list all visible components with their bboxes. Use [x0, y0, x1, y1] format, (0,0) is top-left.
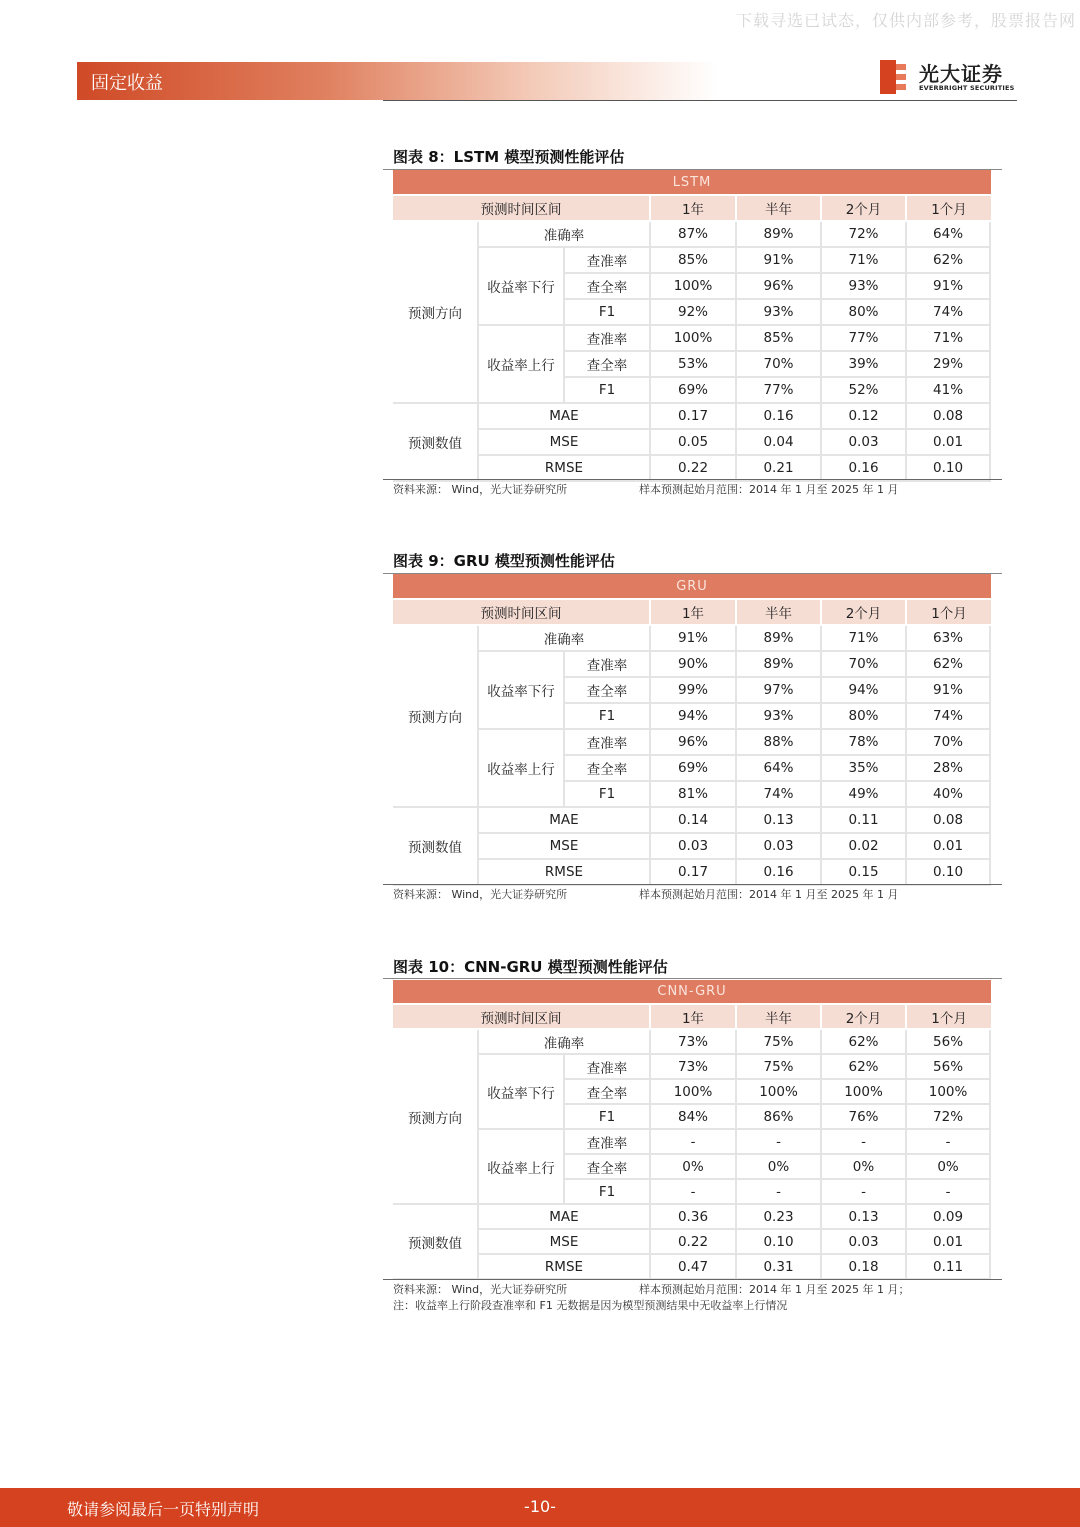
metric-label-precision: 查准率 — [565, 1055, 651, 1080]
column-header: 1年 — [651, 1005, 737, 1030]
metric-value: 85% — [737, 326, 822, 352]
metric-label-recall: 查全率 — [565, 1080, 651, 1105]
metric-value: 88% — [737, 730, 822, 756]
metric-value: 0.14 — [651, 808, 737, 834]
metric-value: 77% — [822, 326, 907, 352]
metric-value: 52% — [822, 378, 907, 404]
metric-value: 40% — [907, 782, 991, 808]
metric-label-mae: MAE — [479, 1205, 651, 1230]
table-row — [393, 626, 991, 652]
metric-value: 0.10 — [907, 456, 991, 482]
table-row — [393, 730, 991, 756]
metric-value: 73% — [651, 1030, 737, 1055]
performance-table — [393, 170, 991, 482]
metric-value: 73% — [651, 1055, 737, 1080]
metric-value: 93% — [737, 704, 822, 730]
subgroup-label-up: 收益率上行 — [479, 730, 565, 808]
metric-value: 0.17 — [651, 404, 737, 430]
metric-value: - — [822, 1130, 907, 1155]
metric-value: - — [651, 1180, 737, 1205]
metric-value: 0.31 — [737, 1255, 822, 1280]
metric-value: 0.36 — [651, 1205, 737, 1230]
metric-value: 0.12 — [822, 404, 907, 430]
metric-value: 100% — [822, 1080, 907, 1105]
metric-label-recall: 查全率 — [565, 756, 651, 782]
section-title: 固定收益 — [91, 73, 163, 94]
metric-value: 62% — [822, 1055, 907, 1080]
metric-label-accuracy: 准确率 — [479, 1030, 651, 1055]
metric-value: 29% — [907, 352, 991, 378]
logo-chinese-name: 光大证券 — [919, 62, 1003, 86]
metric-label-mse: MSE — [479, 834, 651, 860]
metric-value: 0.03 — [737, 834, 822, 860]
metric-value: 76% — [822, 1105, 907, 1130]
metric-value: 74% — [907, 300, 991, 326]
metric-value: - — [737, 1130, 822, 1155]
metric-value: 85% — [651, 248, 737, 274]
metric-value: 0.10 — [737, 1230, 822, 1255]
column-header: 2个月 — [822, 600, 907, 626]
subgroup-label-up: 收益率上行 — [479, 326, 565, 404]
metric-value: 70% — [822, 652, 907, 678]
column-header: 半年 — [737, 196, 822, 222]
metric-label-mae: MAE — [479, 404, 651, 430]
metric-value: 75% — [737, 1055, 822, 1080]
subgroup-label-down: 收益率下行 — [479, 1055, 565, 1130]
metric-label-precision: 查准率 — [565, 326, 651, 352]
metric-label-accuracy: 准确率 — [479, 626, 651, 652]
table-bottom-rule — [383, 1279, 1002, 1280]
metric-value: 0.11 — [822, 808, 907, 834]
metric-label-mse: MSE — [479, 430, 651, 456]
column-header: 1个月 — [907, 1005, 991, 1030]
metric-value: 72% — [822, 222, 907, 248]
metric-value: 69% — [651, 756, 737, 782]
metric-value: 86% — [737, 1105, 822, 1130]
metric-label-precision: 查准率 — [565, 1130, 651, 1155]
metric-label-rmse: RMSE — [479, 860, 651, 886]
table-row — [393, 574, 991, 600]
group-label-value: 预测数值 — [393, 404, 479, 482]
metric-value: 0.10 — [907, 860, 991, 886]
logo-mark-icon — [878, 58, 908, 96]
metric-label-f1: F1 — [565, 1105, 651, 1130]
metric-value: 0.22 — [651, 1230, 737, 1255]
metric-value: 74% — [907, 704, 991, 730]
table-row — [393, 170, 991, 196]
metric-value: 0% — [651, 1155, 737, 1180]
company-logo — [878, 58, 1018, 98]
footer-bar — [0, 1488, 1080, 1527]
metric-value: 87% — [651, 222, 737, 248]
metric-value: 0.13 — [822, 1205, 907, 1230]
table-row — [393, 1205, 991, 1230]
metric-value: 0.01 — [907, 1230, 991, 1255]
metric-value: 0% — [907, 1155, 991, 1180]
metric-value: 71% — [822, 248, 907, 274]
table-row — [393, 1230, 991, 1255]
column-header-period: 预测时间区间 — [393, 1005, 651, 1030]
logo-english-name: EVERBRIGHT SECURITIES — [919, 84, 1015, 92]
table-row — [393, 860, 991, 886]
column-header: 1个月 — [907, 196, 991, 222]
metric-value: 53% — [651, 352, 737, 378]
metric-value: 90% — [651, 652, 737, 678]
table-row — [393, 1005, 991, 1030]
metric-value: 0.09 — [907, 1205, 991, 1230]
metric-value: 100% — [651, 326, 737, 352]
metric-value: 70% — [737, 352, 822, 378]
metric-value: 0.47 — [651, 1255, 737, 1280]
metric-value: - — [822, 1180, 907, 1205]
metric-value: 56% — [907, 1055, 991, 1080]
metric-label-accuracy: 准确率 — [479, 222, 651, 248]
metric-value: 39% — [822, 352, 907, 378]
metric-value: 62% — [822, 1030, 907, 1055]
table-row — [393, 326, 991, 352]
metric-label-mse: MSE — [479, 1230, 651, 1255]
table-row — [393, 404, 991, 430]
metric-value: 81% — [651, 782, 737, 808]
metric-value: 89% — [737, 222, 822, 248]
metric-value: 91% — [651, 626, 737, 652]
metric-value: 69% — [651, 378, 737, 404]
header-band — [77, 62, 717, 100]
metric-value: 0.15 — [822, 860, 907, 886]
metric-value: 56% — [907, 1030, 991, 1055]
group-label-direction: 预测方向 — [393, 1030, 479, 1205]
table-row — [393, 430, 991, 456]
footer-disclaimer: 敬请参阅最后一页特别声明 — [67, 1500, 260, 1519]
group-label-value: 预测数值 — [393, 808, 479, 886]
model-name-header: LSTM — [393, 170, 991, 196]
metric-value: 94% — [651, 704, 737, 730]
table-row — [393, 834, 991, 860]
sample-range-note: 样本预测起始月范围：2014 年 1 月至 2025 年 1 月； — [639, 1283, 910, 1296]
metric-value: 0.16 — [737, 860, 822, 886]
metric-value: 91% — [907, 274, 991, 300]
metric-value: 0.01 — [907, 834, 991, 860]
metric-label-recall: 查全率 — [565, 678, 651, 704]
metric-value: 0% — [822, 1155, 907, 1180]
metric-value: 0.03 — [822, 1230, 907, 1255]
metric-value: 80% — [822, 704, 907, 730]
metric-value: 0.18 — [822, 1255, 907, 1280]
metric-value: 89% — [737, 652, 822, 678]
metric-value: - — [737, 1180, 822, 1205]
metric-value: 64% — [737, 756, 822, 782]
header-divider — [383, 100, 1017, 101]
metric-value: 0.03 — [822, 430, 907, 456]
metric-value: 0.08 — [907, 808, 991, 834]
metric-value: - — [907, 1180, 991, 1205]
metric-value: 93% — [737, 300, 822, 326]
table-row — [393, 248, 991, 274]
metric-value: 75% — [737, 1030, 822, 1055]
metric-value: 78% — [822, 730, 907, 756]
metric-value: 74% — [737, 782, 822, 808]
metric-label-f1: F1 — [565, 378, 651, 404]
figure-title-rule — [383, 978, 1002, 979]
sample-range-note: 样本预测起始月范围：2014 年 1 月至 2025 年 1 月 — [639, 483, 899, 496]
metric-value: 0.16 — [737, 404, 822, 430]
metric-value: 89% — [737, 626, 822, 652]
metric-value: 63% — [907, 626, 991, 652]
metric-label-recall: 查全率 — [565, 352, 651, 378]
metric-value: 71% — [907, 326, 991, 352]
group-label-direction: 预测方向 — [393, 222, 479, 404]
source-note: 资料来源： Wind，光大证券研究所 — [393, 1283, 568, 1296]
figure-title: 图表 8：LSTM 模型预测性能评估 — [393, 148, 625, 166]
metric-value: 93% — [822, 274, 907, 300]
metric-label-recall: 查全率 — [565, 274, 651, 300]
metric-label-precision: 查准率 — [565, 248, 651, 274]
subgroup-label-down: 收益率下行 — [479, 652, 565, 730]
table-row — [393, 222, 991, 248]
performance-table — [393, 980, 991, 1280]
metric-value: 0.04 — [737, 430, 822, 456]
metric-label-recall: 查全率 — [565, 1155, 651, 1180]
figure-title: 图表 10：CNN-GRU 模型预测性能评估 — [393, 958, 668, 976]
metric-value: 0.21 — [737, 456, 822, 482]
metric-label-f1: F1 — [565, 704, 651, 730]
metric-label-f1: F1 — [565, 1180, 651, 1205]
metric-value: 41% — [907, 378, 991, 404]
metric-value: - — [651, 1130, 737, 1155]
metric-value: 62% — [907, 248, 991, 274]
metric-label-precision: 查准率 — [565, 652, 651, 678]
subgroup-label-up: 收益率上行 — [479, 1130, 565, 1205]
metric-value: 72% — [907, 1105, 991, 1130]
metric-value: 92% — [651, 300, 737, 326]
metric-value: 0.17 — [651, 860, 737, 886]
metric-value: 0.01 — [907, 430, 991, 456]
metric-value: 35% — [822, 756, 907, 782]
table-row — [393, 1130, 991, 1155]
metric-value: 64% — [907, 222, 991, 248]
metric-value: 0.05 — [651, 430, 737, 456]
column-header: 半年 — [737, 600, 822, 626]
metric-value: 62% — [907, 652, 991, 678]
watermark-text: 下载寻选已试态，仅供内部参考，股票报告网 — [735, 11, 1076, 30]
metric-value: 99% — [651, 678, 737, 704]
metric-value: 77% — [737, 378, 822, 404]
metric-value: 100% — [651, 1080, 737, 1105]
model-name-header: CNN-GRU — [393, 980, 991, 1005]
model-name-header: GRU — [393, 574, 991, 600]
table-row — [393, 652, 991, 678]
metric-label-f1: F1 — [565, 782, 651, 808]
group-label-direction: 预测方向 — [393, 626, 479, 808]
metric-value: - — [907, 1130, 991, 1155]
table-row — [393, 1030, 991, 1055]
metric-label-rmse: RMSE — [479, 456, 651, 482]
table-bottom-rule — [383, 479, 1002, 480]
metric-value: 0.08 — [907, 404, 991, 430]
metric-value: 94% — [822, 678, 907, 704]
footnote: 注：收益率上行阶段查准率和 F1 无数据是因为模型预测结果中无收益率上行情况 — [393, 1299, 788, 1312]
metric-value: 100% — [907, 1080, 991, 1105]
column-header-period: 预测时间区间 — [393, 600, 651, 626]
metric-label-rmse: RMSE — [479, 1255, 651, 1280]
metric-label-mae: MAE — [479, 808, 651, 834]
metric-value: 96% — [737, 274, 822, 300]
metric-value: 80% — [822, 300, 907, 326]
metric-value: 0.03 — [651, 834, 737, 860]
table-bottom-rule — [383, 884, 1002, 885]
column-header-period: 预测时间区间 — [393, 196, 651, 222]
metric-label-f1: F1 — [565, 300, 651, 326]
metric-value: 91% — [907, 678, 991, 704]
metric-value: 49% — [822, 782, 907, 808]
metric-value: 96% — [651, 730, 737, 756]
performance-table — [393, 574, 991, 886]
metric-value: 97% — [737, 678, 822, 704]
source-note: 资料来源： Wind，光大证券研究所 — [393, 888, 568, 901]
metric-label-precision: 查准率 — [565, 730, 651, 756]
metric-value: 71% — [822, 626, 907, 652]
column-header: 1年 — [651, 196, 737, 222]
sample-range-note: 样本预测起始月范围：2014 年 1 月至 2025 年 1 月 — [639, 888, 899, 901]
group-label-value: 预测数值 — [393, 1205, 479, 1280]
metric-value: 28% — [907, 756, 991, 782]
table-row — [393, 980, 991, 1005]
metric-value: 0.22 — [651, 456, 737, 482]
subgroup-label-down: 收益率下行 — [479, 248, 565, 326]
metric-value: 91% — [737, 248, 822, 274]
metric-value: 0.13 — [737, 808, 822, 834]
source-note: 资料来源： Wind，光大证券研究所 — [393, 483, 568, 496]
metric-value: 0.16 — [822, 456, 907, 482]
metric-value: 84% — [651, 1105, 737, 1130]
table-row — [393, 1055, 991, 1080]
table-row — [393, 196, 991, 222]
figure-title: 图表 9：GRU 模型预测性能评估 — [393, 552, 615, 570]
metric-value: 100% — [737, 1080, 822, 1105]
column-header: 半年 — [737, 1005, 822, 1030]
column-header: 1个月 — [907, 600, 991, 626]
metric-value: 100% — [651, 274, 737, 300]
metric-value: 0.23 — [737, 1205, 822, 1230]
page-number: -10- — [524, 1497, 556, 1516]
table-row — [393, 1255, 991, 1280]
table-row — [393, 600, 991, 626]
column-header: 2个月 — [822, 1005, 907, 1030]
column-header: 2个月 — [822, 196, 907, 222]
metric-value: 0% — [737, 1155, 822, 1180]
metric-value: 0.02 — [822, 834, 907, 860]
table-row — [393, 808, 991, 834]
metric-value: 70% — [907, 730, 991, 756]
metric-value: 0.11 — [907, 1255, 991, 1280]
column-header: 1年 — [651, 600, 737, 626]
